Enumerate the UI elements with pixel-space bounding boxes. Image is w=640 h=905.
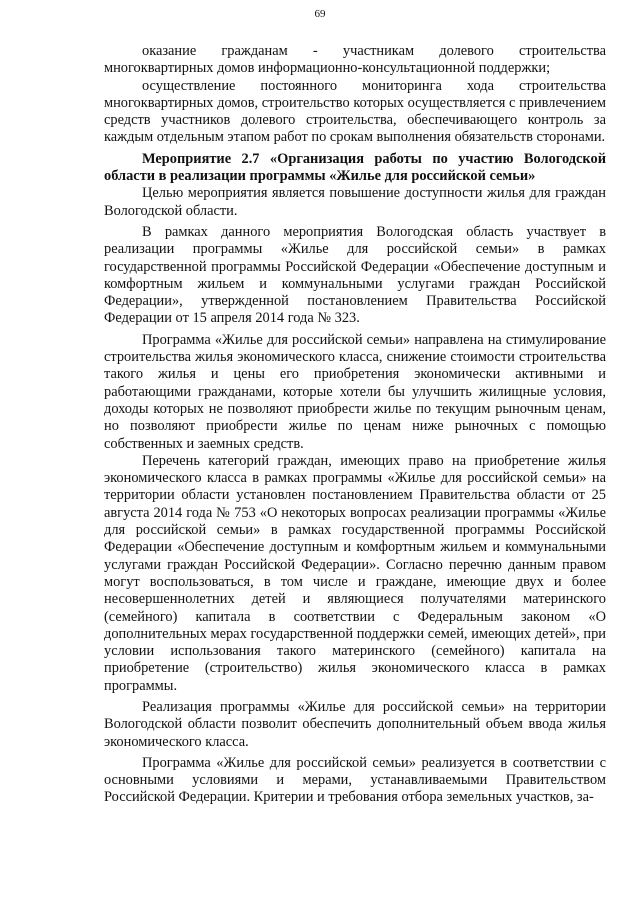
paragraph-implementation: Реализация программы «Жилье для российской семьи» на территории Вологодской области позволит обеспечить дополнительный объем ввода жилья экономического класса. [104, 698, 606, 750]
paragraph-monitoring: осуществление постоянного мониторинга хода строительства многоквартирных домов, строительство которых осуществляется с привлечением средств участников долевого строительства, обеспечивающего контроль за каждым отдельным этапом работ по срокам выполнения обязательств сторонами. [104, 77, 606, 146]
paragraph-participation: В рамках данного мероприятия Вологодская область участвует в реализации программы «Жилье для российской семьи» в рамках государственной программы Российской Федерации «Обеспечение доступным и комфортным жильем и коммунальными услугами граждан Российской Федерации», утвержденной постановлением Правительства Российской Федерации от 15 апреля 2014 года № 323. [104, 223, 606, 327]
paragraph-conditions: Программа «Жилье для российской семьи» реализуется в соответствии с основными условиями и мерами, устанавливаемыми Правительством Российской Федерации. Критерии и требования отбора земельных участков, за- [104, 754, 606, 806]
section-heading: Мероприятие 2.7 «Организация работы по участию Вологодской области в реализации программы «Жилье для российской семьи» [104, 150, 606, 185]
page-number: 69 [314, 8, 326, 20]
document-body [104, 43, 606, 807]
paragraph-goal: Целью мероприятия является повышение доступности жилья для граждан Вологодской области. [104, 185, 606, 219]
paragraph-program-aim: Программа «Жилье для российской семьи» направлена на стимулирование строительства жилья экономического класса, снижение стоимости строительства такого жилья и цены его приобретения экономически активными и работающими гражданами, которые хотели бы улучшить жилищные условия, доходы которых не позволяют приобрести жилье по текущим рыночным ценам, но позволяют приобрести жилье по ценам ниже рыночных с помощью собственных и заемных средств. [104, 331, 606, 452]
paragraph-categories: Перечень категорий граждан, имеющих право на приобретение жилья экономического класса в рамках программы «Жилье для российской семьи» на территории области установлен постановлением Правительства области от 25 августа 2014 года № 753 «О некоторых вопросах реализации программы «Жилье для российской семьи» в рамках государственной программы Российской Федерации «Обеспечение доступным и комфортным жильем и коммунальными услугами граждан Российской Федерации». Согласно перечню данным правом могут воспользоваться, в том числе и граждане, имеющие двух и более несовершеннолетних детей и являющиеся получателями материнского (семейного) капитала в соответствии с Федеральным законом «О дополнительных мерах государственной поддержки семей, имеющих детей», при условии использования такого материнского (семейного) капитала на приобретение (строительство) жилья экономического класса в рамках программы. [104, 452, 606, 694]
paragraph-support: оказание гражданам - участникам долевого строительства многоквартирных домов информационно-консультационной поддержки; [104, 43, 606, 77]
